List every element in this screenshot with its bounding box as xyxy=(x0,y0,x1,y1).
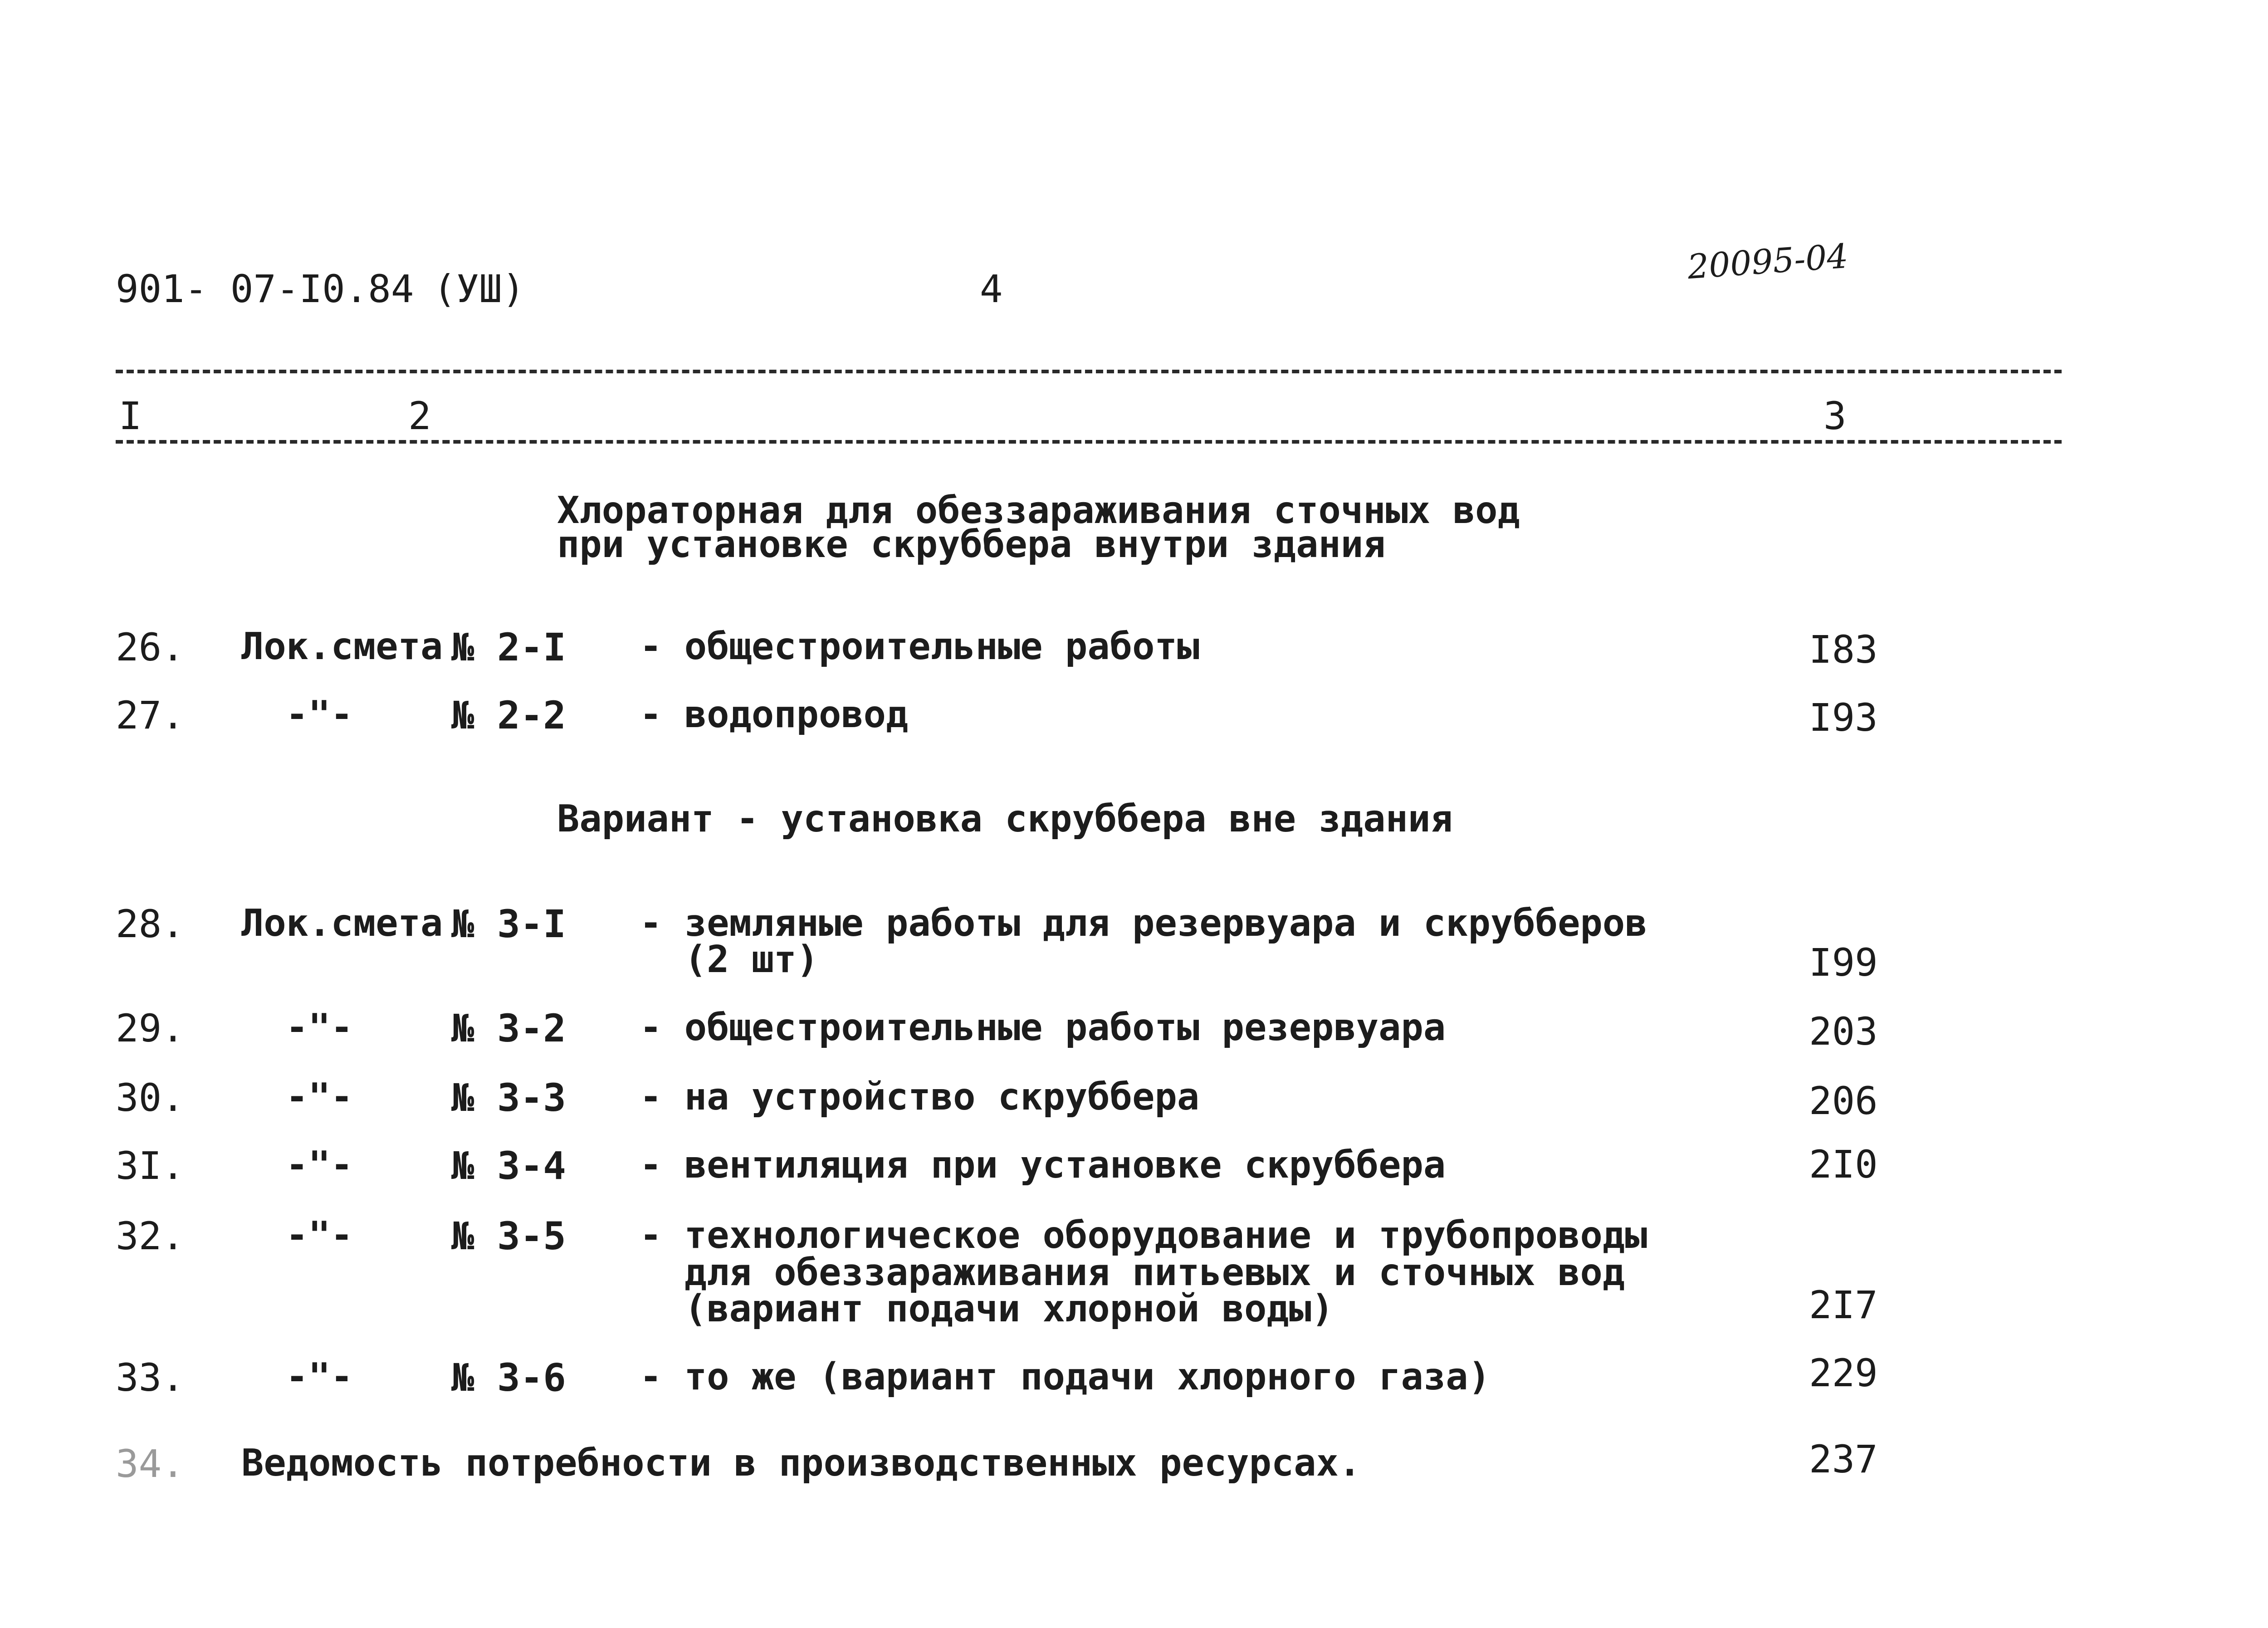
row-number: 29. xyxy=(116,1006,185,1051)
row-description: - на устройство скруббера xyxy=(640,1076,1200,1119)
row-page: 229 xyxy=(1809,1351,1878,1395)
column-2-label: 2 xyxy=(408,394,431,438)
handwritten-ref: 20095-04 xyxy=(1686,236,1850,287)
doc-series: (УШ) xyxy=(433,267,525,311)
row-source: -"- xyxy=(286,1144,353,1187)
column-1-label: I xyxy=(119,394,142,438)
final-row-text: Ведомость потребности в производственных ресурсах. xyxy=(241,1442,1361,1485)
rule-bottom xyxy=(116,440,2062,444)
row-source: -"- xyxy=(286,1355,353,1398)
row-number: 27. xyxy=(116,693,185,738)
column-3-label: 3 xyxy=(1823,394,1847,438)
page-number: 4 xyxy=(980,267,1003,311)
row-page: I83 xyxy=(1809,627,1878,672)
row-estimate-number: № 3-4 xyxy=(451,1144,566,1188)
row-estimate-number: № 3-2 xyxy=(451,1006,566,1051)
row-number: 33. xyxy=(116,1355,185,1400)
row-page: 206 xyxy=(1809,1079,1878,1123)
row-estimate-number: № 2-I xyxy=(451,625,566,670)
row-source: -"- xyxy=(286,1076,353,1119)
row-source: Лок.смета xyxy=(241,902,443,945)
row-number: 32. xyxy=(116,1214,185,1258)
row-description: - общестроительные работы xyxy=(640,625,1200,668)
rule-top xyxy=(116,370,2062,373)
doc-code: 901- 07-I0.84 xyxy=(116,267,414,311)
row-source: -"- xyxy=(286,1214,353,1257)
row-number: 26. xyxy=(116,625,185,670)
row-page: 2I7 xyxy=(1809,1283,1878,1327)
row-description: - земляные работы для резервуара и скрубберов xyxy=(640,902,1647,945)
row-estimate-number: № 3-6 xyxy=(451,1355,566,1400)
row-description: - вентиляция при установке скруббера xyxy=(640,1144,1446,1187)
row-estimate-number: № 3-5 xyxy=(451,1214,566,1258)
row-page: I99 xyxy=(1809,940,1878,985)
section-title-2: Вариант - установка скруббера вне здания xyxy=(557,797,1453,841)
section-title-1: Хлораторная для обеззараживания сточных вод xyxy=(557,489,1520,532)
row-page: 2I0 xyxy=(1809,1142,1878,1187)
row-number: 3I. xyxy=(116,1144,185,1188)
row-description-cont: (вариант подачи хлорной воды) xyxy=(640,1287,1334,1330)
row-estimate-number: № 3-I xyxy=(451,902,566,946)
row-description: - технологическое оборудование и трубопроводы xyxy=(640,1214,1647,1257)
row-description: - то же (вариант подачи хлорного газа) xyxy=(640,1355,1491,1398)
row-source: -"- xyxy=(286,1006,353,1049)
row-page: I93 xyxy=(1809,695,1878,740)
section-title-1b: при установке скруббера внутри здания xyxy=(557,523,1386,566)
row-estimate-number: № 2-2 xyxy=(451,693,566,738)
row-source: -"- xyxy=(286,693,353,736)
row-number: 30. xyxy=(116,1076,185,1120)
row-page: 237 xyxy=(1809,1437,1878,1481)
row-description-cont: для обеззараживания питьевых и сточных вод xyxy=(640,1251,1625,1294)
row-description-cont: (2 шт) xyxy=(640,938,819,981)
row-number: 34. xyxy=(116,1442,185,1486)
row-description: - водопровод xyxy=(640,693,909,736)
row-number: 28. xyxy=(116,902,185,946)
row-source: Лок.смета xyxy=(241,625,443,668)
row-description: - общестроительные работы резервуара xyxy=(640,1006,1446,1049)
row-page: 203 xyxy=(1809,1009,1878,1054)
row-estimate-number: № 3-3 xyxy=(451,1076,566,1120)
